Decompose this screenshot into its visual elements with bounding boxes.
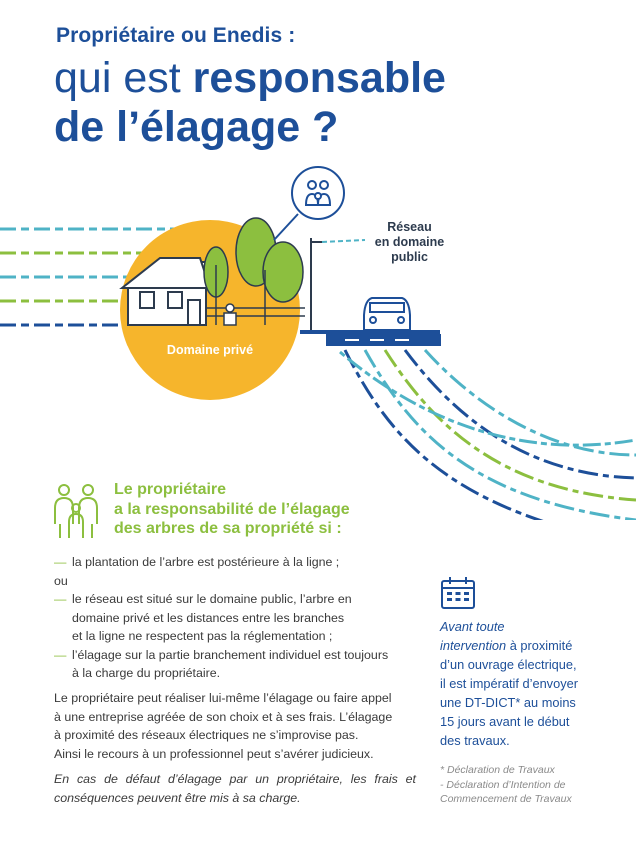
page-title: [54, 54, 446, 152]
list-item-text: la plantation de l’arbre est postérieure à la ligne ;: [72, 555, 340, 569]
owner-heading: [114, 480, 404, 539]
calendar-icon: [440, 576, 476, 610]
list-dash: —: [54, 555, 67, 569]
title-bold-2: de l’élagage ?: [54, 103, 339, 151]
owner-heading-line-1: Le propriétaire: [114, 481, 227, 498]
list-item: [54, 646, 419, 683]
paragraph-line: Le propriétaire peut réaliser lui-même l’élagage ou faire appel: [54, 691, 392, 705]
footnote-line-1: * Déclaration de Travaux: [440, 764, 555, 776]
road: [300, 330, 441, 346]
list-item-text: à la charge du propriétaire.: [72, 666, 221, 680]
sidebar-line-2-italic: intervention: [440, 638, 507, 653]
sidebar-line-1: Avant toute: [440, 619, 505, 634]
conditions-list: [54, 553, 419, 683]
list-item-text: domaine privé et les distances entre les branches: [72, 610, 345, 625]
footnote-line-2: - Déclaration d’Intention de: [440, 778, 566, 791]
sidebar-line-2-rest: à proximité: [506, 638, 573, 653]
list-item-text: et la ligne ne respectent pas la réglementation ;: [72, 629, 333, 643]
sidebar-notice: [440, 617, 600, 750]
list-item: [54, 553, 419, 572]
body-paragraph: [54, 689, 422, 763]
title-light: qui est: [54, 54, 193, 102]
paragraph-line: Ainsi le recours à un professionnel peut s’avérer judicieux.: [54, 746, 374, 761]
family-icon: [52, 482, 102, 540]
sidebar-line-5: une DT-DICT* au moins: [440, 695, 576, 710]
list-dash: —: [54, 647, 67, 662]
label-public-line-1: Réseau: [387, 220, 432, 234]
list-item-text: le réseau est situé sur le domaine public, l’arbre en: [72, 592, 352, 606]
list-or: ou: [54, 573, 68, 588]
zoom-bubble-icon: [274, 167, 344, 240]
list-item-text: l’élagage sur la partie branchement individuel est toujours: [72, 647, 389, 662]
person-icon: [224, 304, 236, 325]
owner-heading-line-3: des arbres de sa propriété si :: [114, 520, 342, 537]
car-icon: [364, 298, 410, 330]
sidebar-line-7: des travaux.: [440, 733, 510, 748]
label-public-network: [362, 220, 457, 265]
electric-pole: [311, 238, 322, 330]
paragraph-line: à proximité des réseaux électriques ne s’improvise pas.: [54, 728, 359, 742]
illustration: [0, 160, 636, 520]
owner-heading-line-2: a la responsabilité de l’élagage: [114, 500, 350, 518]
sidebar-line-6: 15 jours avant le début: [440, 714, 570, 729]
kicker-title: Propriétaire ou Enedis :: [56, 24, 296, 47]
footnote: [440, 763, 610, 807]
paragraph-line: à une entreprise agréée de son choix et à ses frais. L’élagage: [54, 709, 393, 724]
list-item: [54, 590, 419, 646]
footnote-line-3: Commencement de Travaux: [440, 793, 572, 805]
label-public-line-3: public: [391, 250, 428, 264]
list-dash: —: [54, 592, 67, 606]
sidebar-line-4: il est impératif d’envoyer: [440, 676, 578, 691]
label-private-domain: Domaine privé: [166, 343, 254, 357]
sidebar-line-3: d’un ouvrage électrique,: [440, 657, 577, 672]
italic-paragraph: En cas de défaut d’élagage par un propriétaire, les frais et conséquences peuvent être mis à sa charge.: [54, 772, 416, 805]
title-bold-1: responsable: [192, 54, 446, 102]
label-public-line-2: en domaine: [374, 235, 445, 249]
